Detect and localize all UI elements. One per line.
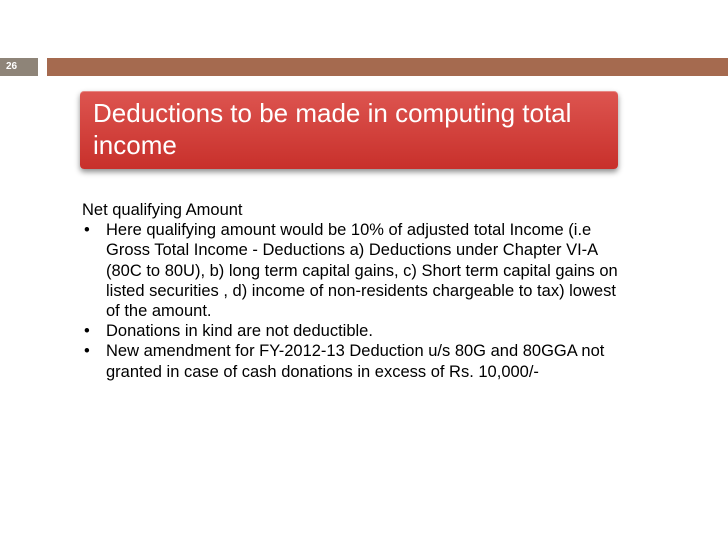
bullet-item: [82, 341, 622, 381]
bullet-icon: •: [84, 221, 90, 240]
bullet-item: [82, 220, 622, 321]
title-box: [80, 91, 618, 169]
bullet-text: New amendment for FY-2012-13 Deduction u/s 80G and 80GGA not granted in case of cash donations in excess of Rs. 10,000/-: [106, 342, 605, 381]
slide-title: Deductions to be made in computing total income: [93, 98, 572, 160]
slide-number: 26: [0, 58, 38, 76]
bullet-list: [82, 220, 622, 382]
decorative-bar: [47, 58, 728, 76]
bullet-icon: •: [84, 342, 90, 361]
header-bar: [0, 58, 728, 76]
bullet-item: [82, 321, 622, 341]
bullet-icon: •: [84, 322, 90, 341]
bullet-text: Donations in kind are not deductible.: [106, 322, 373, 341]
bullet-text: Here qualifying amount would be 10% of adjusted total Income (i.e Gross Total Income - Deductions a) Deductions under Chapter VI-A (80C to 80U), b) long term capital gains, c) Short term capital gains on listed securities , d) income of non-residents chargeable to tax) lowest of the amount.: [106, 221, 618, 321]
content-body: [82, 200, 622, 382]
content-heading: Net qualifying Amount: [82, 201, 243, 219]
